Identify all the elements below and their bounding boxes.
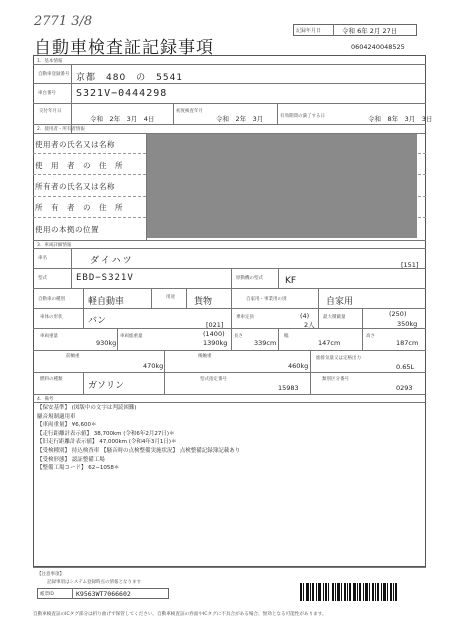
redacted-personal-info	[147, 134, 417, 238]
front-axle-value: 470kg	[143, 362, 164, 370]
max-load-paren: (250)	[389, 310, 407, 318]
use-value: 貨物	[194, 297, 213, 307]
rear-axle-value: 460kg	[288, 362, 309, 370]
engine-label: 原動機の型式	[236, 276, 263, 281]
expiry-label: 有効期間の満了する日	[280, 114, 325, 119]
handwritten-note: 2771 3/8	[34, 14, 93, 29]
category-label: 類別区分番号	[322, 377, 349, 382]
gross-weight-label: 車両総重量	[120, 334, 143, 339]
type-approval-value: 15983	[278, 384, 299, 392]
issue-date: 令和 2年 3月 4日	[90, 115, 155, 123]
remark-line: 騒音規制適用車	[37, 413, 76, 420]
make-code: [151]	[401, 261, 419, 269]
weight-label: 車両重量	[40, 334, 58, 339]
engine-value: KF	[285, 276, 297, 286]
make-value: ダイハツ	[90, 256, 134, 266]
reg-no-value: 京都 480 の 5541	[76, 73, 184, 83]
body-label: 車体の形状	[40, 315, 63, 320]
first-reg-value: 令和 2年 3月	[216, 115, 264, 123]
model-label: 型式	[38, 276, 47, 281]
height-label: 高さ	[366, 334, 375, 339]
issue-date-label: 交付年月日	[39, 109, 62, 114]
fuel-label: 燃料の種類	[40, 377, 63, 382]
purpose-label: 自家用・事業用の別	[246, 297, 287, 302]
section1-heading: 1．基本情報	[37, 59, 63, 64]
remark-line: 【走行距離計表示値】 38,700km (令和6年2月27日)＊	[37, 430, 175, 437]
width-label: 幅	[284, 334, 289, 339]
front-axle-label: 前軸重	[66, 354, 80, 359]
remark-line: 【受検種別】 持込検査車 【騒音時の点検整備実施状況】 点検整備記録簿記載あり	[37, 447, 241, 454]
remark-line: 【車両重量】 ¥6,600＊	[37, 422, 97, 429]
remark-line: 【整備工場コード】 62−1058＊	[37, 465, 120, 472]
barcode	[300, 583, 418, 601]
weight-value: 930kg	[96, 339, 117, 347]
remarks-block	[37, 404, 240, 473]
use-label: 用途	[166, 295, 175, 300]
record-date-label: 記録年月日	[296, 28, 322, 34]
form-frame	[33, 55, 426, 567]
capacity-value: 2人	[304, 321, 315, 329]
vin-label: 車台番号	[38, 91, 56, 96]
vehicle-type-value: 軽自動車	[88, 297, 125, 307]
owner-name-label: 所有者の氏名又は名称	[35, 182, 115, 191]
type-approval-label: 型式指定番号	[200, 377, 227, 382]
remark-line: 【保安基準】 (図版中の文字は判読困難)	[37, 405, 137, 411]
body-code: [021]	[206, 321, 224, 329]
width-value: 147cm	[318, 339, 341, 347]
displacement-label: 総排気量又は定格出力	[316, 356, 361, 361]
body-value: バン	[88, 316, 107, 326]
expiry-value: 令和 8年 3月 3日	[368, 115, 433, 123]
form-id-value: K9563WT7066602	[76, 590, 131, 598]
remark-line: 【受検形態】 認証整備工場	[37, 456, 105, 463]
bottom-note: 自動車検査証のICタグ部分は折り曲げず保管してください。自動車検査証の券面やICタグに不具合がある場合、無効となる可能性があります。	[33, 612, 327, 617]
make-label: 車名	[38, 256, 47, 261]
reg-no-label: 自動車登録番号	[38, 72, 70, 77]
section2-heading: 2．使用者・所有者情報	[37, 127, 85, 132]
vin-value: S321V−0444298	[76, 88, 168, 99]
gross-weight-value: 1390kg	[203, 339, 228, 347]
length-value: 339cm	[254, 339, 277, 347]
owner-address-label: 所 有 者 の 住 所	[35, 203, 123, 212]
purpose-value: 自家用	[326, 297, 354, 307]
user-name-label: 使用者の氏名又は名称	[35, 140, 115, 149]
displacement-value: 0.65L	[396, 363, 415, 371]
category-value: 0293	[396, 384, 413, 392]
capacity-label: 乗車定員	[236, 315, 254, 320]
remark-line: 【旧走行距離計表示値】 47,000km (令和4年3月1日)＊	[37, 439, 177, 446]
user-address-label: 使 用 者 の 住 所	[35, 161, 123, 170]
form-id-label: 帳票ID	[40, 592, 54, 597]
base-location-label: 使用の本拠の位置	[35, 225, 99, 234]
first-reg-label: 初度検査年月	[176, 109, 203, 114]
max-load-value: 350kg	[397, 320, 418, 328]
notes-line: 記録事項はシステム登録時点の情報となります	[47, 580, 142, 585]
model-value: EBD−S321V	[76, 273, 134, 283]
capacity-paren: (4)	[300, 312, 310, 320]
notes-heading: 【注意事項】	[37, 572, 64, 577]
max-load-label: 最大積載量	[323, 315, 346, 320]
section3-heading: 3．車両詳細情報	[37, 243, 72, 248]
document-title: 自動車検査証記録事項	[34, 38, 214, 58]
height-value: 187cm	[396, 339, 419, 347]
rear-axle-label: 後軸重	[198, 354, 212, 359]
section4-heading: 4．備考	[37, 397, 54, 402]
record-date: 令和 6年 2月 27日	[342, 27, 398, 35]
fuel-value: ガソリン	[88, 381, 125, 391]
vehicle-type-label: 自動車の種別	[38, 297, 65, 302]
length-label: 長さ	[234, 334, 243, 339]
gross-weight-paren: (1400)	[203, 330, 225, 338]
document-number: 0604240048525	[351, 43, 405, 51]
